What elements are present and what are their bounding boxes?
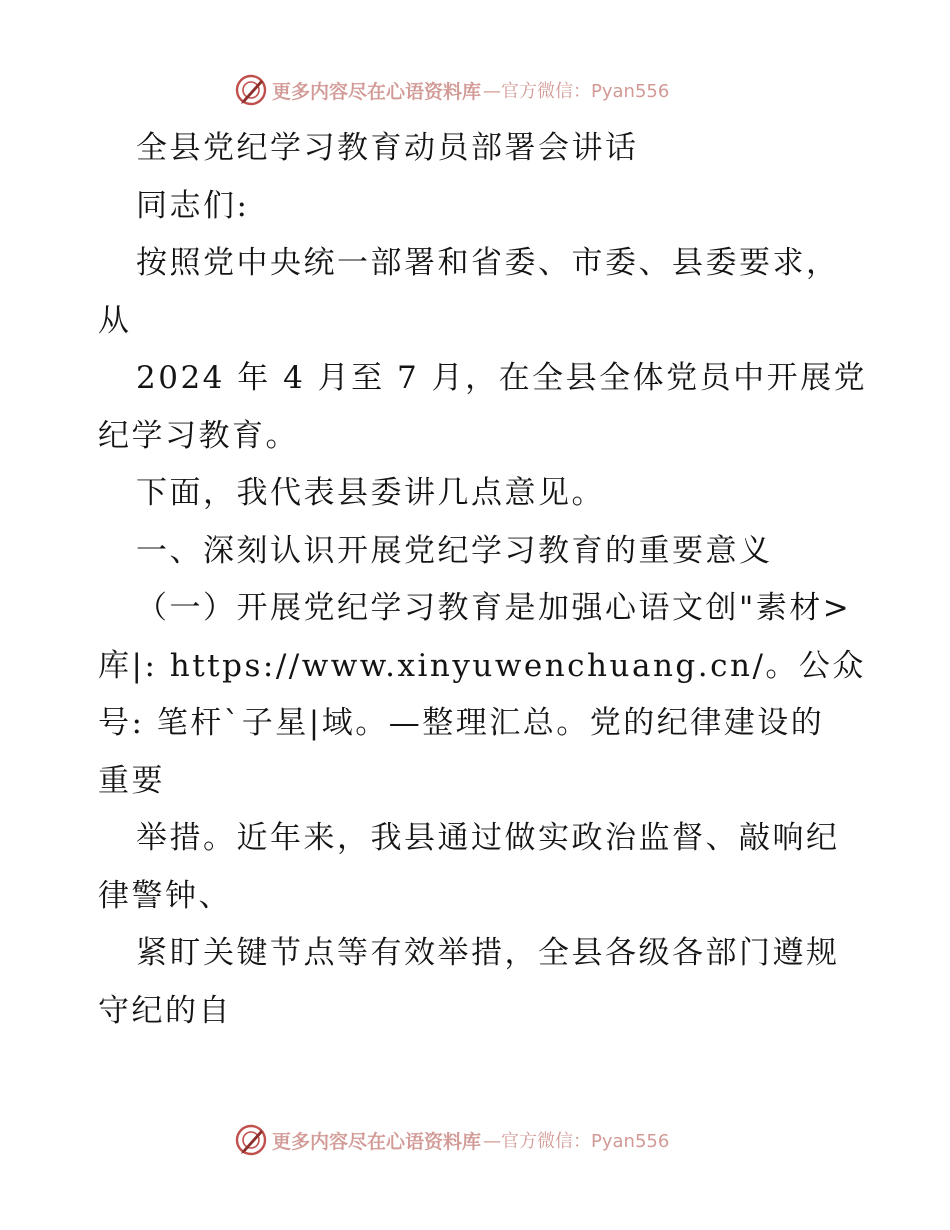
- paragraph-line: 重要: [98, 762, 165, 799]
- paragraph-line: 库|: https://www.xinyuwenchuang.cn/。公众: [98, 647, 866, 684]
- pen-seal-logo-icon: [234, 73, 268, 107]
- section-heading: 一、深刻认识开展党纪学习教育的重要意义: [136, 532, 773, 569]
- paragraph-line: 按照党中央统一部署和省委、市委、县委要求，: [136, 245, 840, 281]
- paragraph-line: 从: [98, 302, 132, 339]
- footer-watermark-banner: [234, 1122, 669, 1158]
- header-watermark-banner: [234, 72, 669, 108]
- header-watermark-wechat: —官方微信：Pyan556: [483, 81, 670, 102]
- document-title: 全县党纪学习教育动员部署会讲话: [136, 130, 639, 166]
- document-body: [98, 120, 868, 1040]
- paragraph-line: 号: 笔杆`子星|域。—整理汇总。党的纪律建设的: [98, 705, 825, 741]
- paragraph-line: 纪学习教育。: [98, 417, 299, 454]
- footer-watermark-wechat: —官方微信：Pyan556: [483, 1131, 670, 1152]
- paragraph-line: 律警钟、: [98, 877, 232, 914]
- paragraph-line: 下面，我代表县委讲几点意见。: [136, 475, 605, 511]
- subsection-heading: （一）开展党纪学习教育是加强心语文创"素材>: [136, 590, 852, 626]
- paragraph-line: 2024 年 4 月至 7 月，在全县全体党员中开展党: [136, 360, 868, 396]
- pen-seal-logo-icon: [234, 1123, 268, 1157]
- paragraph-line: 举措。近年来，我县通过做实政治监督、敲响纪: [136, 820, 840, 856]
- paragraph-line: 紧盯关键节点等有效举措，全县各级各部门遵规: [136, 935, 840, 971]
- footer-watermark-text: 更多内容尽在心语资料库: [272, 1130, 482, 1153]
- header-watermark-text: 更多内容尽在心语资料库: [272, 80, 482, 103]
- paragraph-line: 守纪的自: [98, 992, 232, 1029]
- salutation: 同志们:: [136, 187, 250, 224]
